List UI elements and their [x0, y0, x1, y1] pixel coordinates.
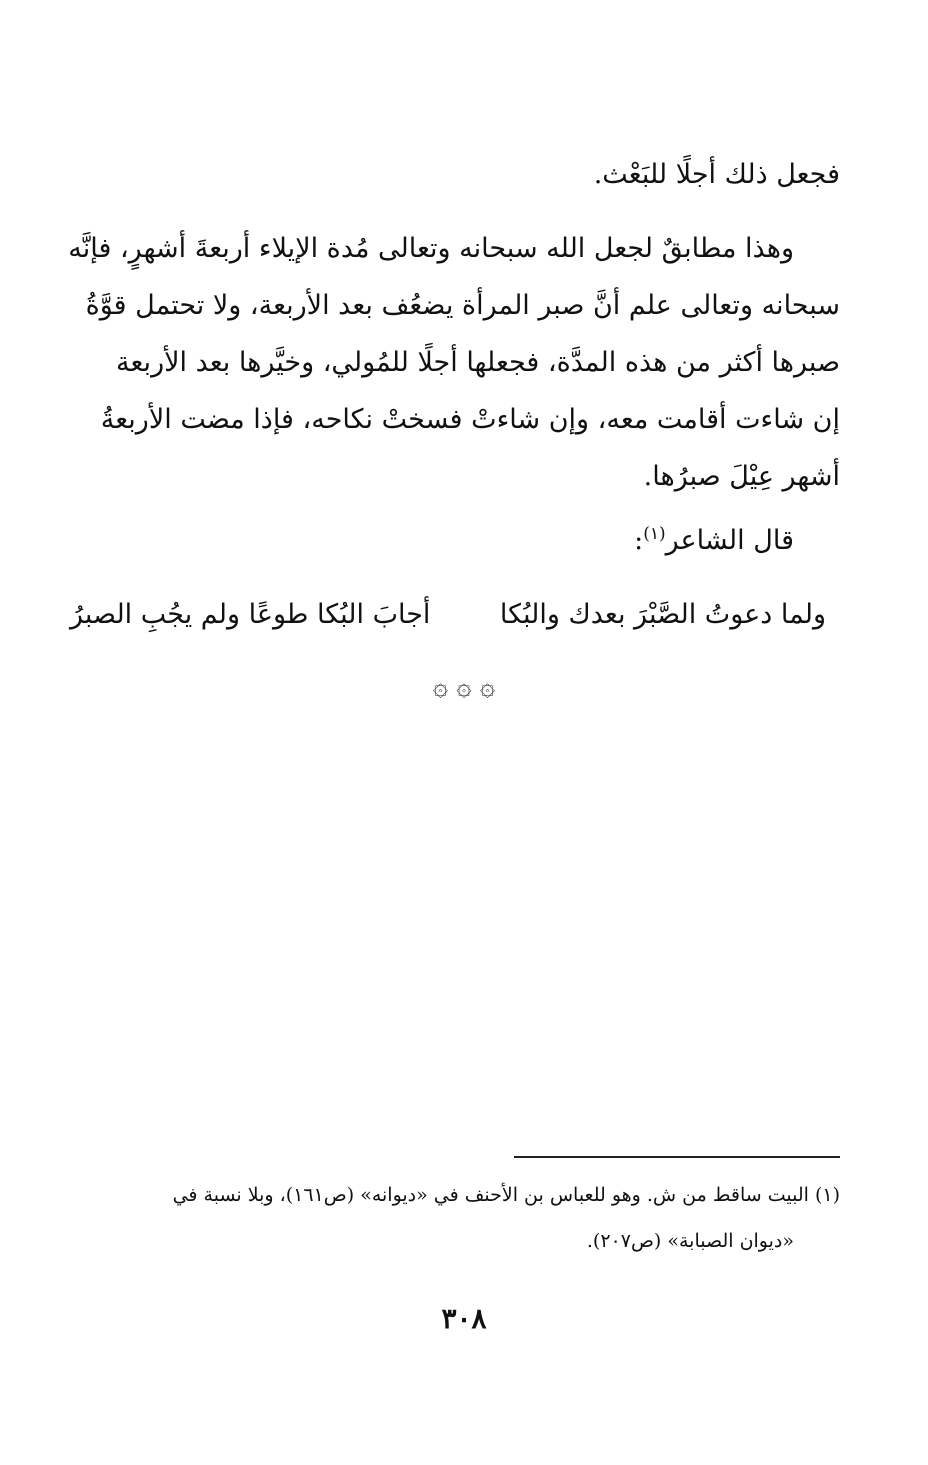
footnote-1-line-1: (١) البيت ساقط من ش. وهو للعباس بن الأحنف في «ديوانه» (ص١٦١)، وبلا نسبة في [172, 1184, 840, 1206]
footnote-1-line-2: «ديوان الصبابة» (ص٢٠٧). [586, 1230, 794, 1252]
paragraph-2-line-4: إن شاءت أقامت معه، وإن شاءتْ فسختْ نكاحه، فإذا مضت الأربعةُ [100, 404, 840, 435]
paragraph-2-line-3: صبرها أكثر من هذه المدَّة، فجعلها أجلًا للمُولي، وخيَّرها بعد الأربعة [116, 347, 840, 378]
footnote-reference[interactable]: (١) [643, 524, 666, 544]
poem-verse [62, 586, 840, 643]
poet-intro-text: قال الشاعر [665, 525, 794, 556]
poet-intro [62, 512, 840, 569]
paragraph-2 [62, 220, 840, 505]
page-number: ٣٠٨ [441, 1302, 487, 1335]
paragraph-2-line-2: سبحانه وتعالى علم أنَّ صبر المرأة يضعُف بعد الأربعة، ولا تحتمل قوَّةُ [85, 290, 840, 321]
poet-intro-line [62, 512, 840, 569]
verse-first-hemistich: ولما دعوتُ الصَّبْرَ بعدك والبُكا [499, 599, 826, 630]
paragraph-1 [62, 146, 840, 203]
paragraph-2-line-1: وهذا مطابقٌ لجعل الله سبحانه وتعالى مُدة الإيلاء أربعةَ أشهرٍ، فإنَّه [68, 233, 794, 264]
poet-intro-colon: : [634, 525, 644, 556]
section-divider-ornaments: ۞ ۞ ۞ [432, 672, 496, 702]
paragraph-2-line-5: أشهر عِيْلَ صبرُها. [643, 461, 840, 492]
verse-second-hemistich: أجابَ البُكا طوعًا ولم يجُبِ الصبرُ [70, 599, 431, 630]
footnote-separator [514, 1156, 840, 1158]
paragraph-1-line-1: فجعل ذلك أجلًا للبَعْث. [593, 159, 840, 190]
footnotes [62, 1172, 840, 1264]
